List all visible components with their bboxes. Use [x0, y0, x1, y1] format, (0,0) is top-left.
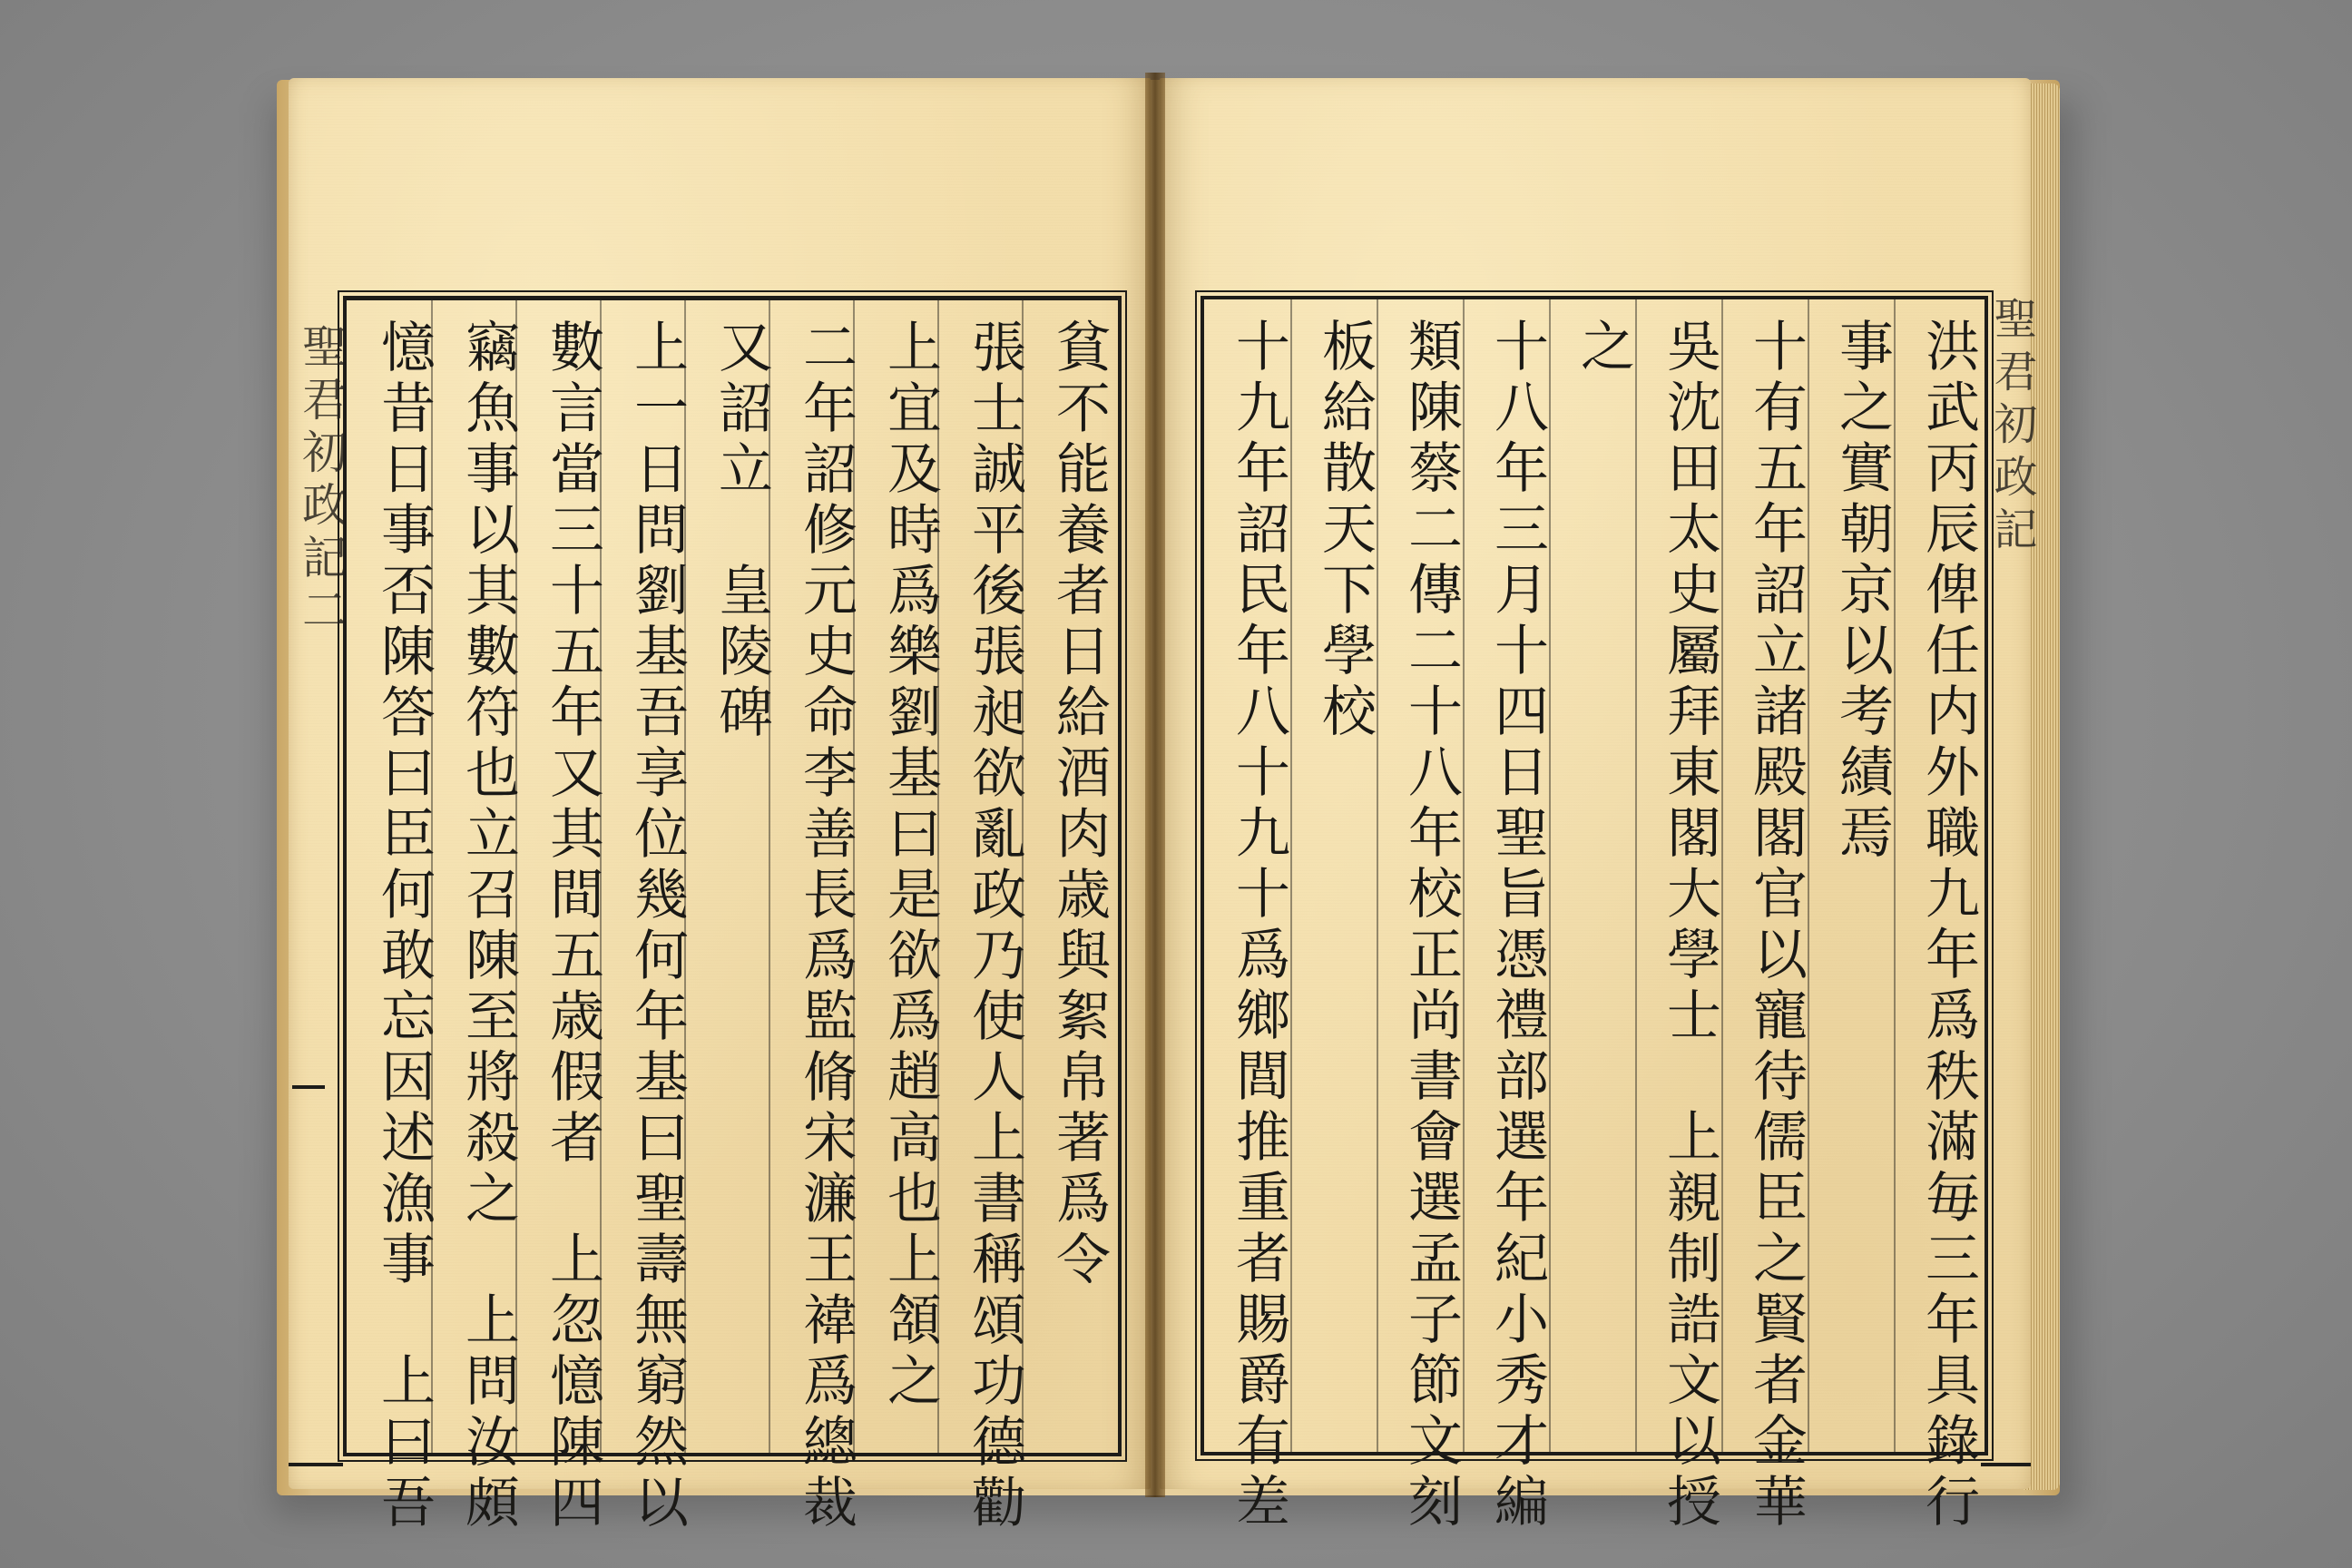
text-column: 竊魚事以其數符也立召陳至將殺之 上問汝頗 — [456, 318, 520, 1534]
book-gutter — [1145, 73, 1165, 1497]
bottom-rule — [1981, 1463, 2031, 1466]
text-column: 吳沈田太史屬拜東閣大學士 上親制誥文以授 — [1658, 318, 1721, 1534]
text-column: 二年詔修元史命李善長爲監脩宋濂王褘爲總裁 — [794, 318, 858, 1534]
text-column: 貧不能養者日給酒肉歳與絮帛著爲令 — [1047, 318, 1111, 1291]
fold-mark — [292, 1085, 325, 1089]
bottom-rule — [289, 1463, 343, 1466]
text-column: 十九年詔民年八十九十爲鄉閭推重者賜爵有差 — [1227, 318, 1290, 1534]
text-column: 之 — [1572, 318, 1635, 378]
right-page-text-frame — [1200, 296, 1988, 1534]
column-rule — [1377, 299, 1378, 1452]
column-rule — [1894, 299, 1896, 1452]
text-column: 十八年三月十四日聖旨憑禮部選年紀小秀才編 — [1485, 318, 1549, 1534]
text-column: 張士誠平後張昶欲亂政乃使人上書稱頌功德勸 — [963, 318, 1026, 1534]
left-page-text-frame — [343, 296, 1122, 1534]
text-column: 上一日問劉基吾享位幾何年基曰聖壽無窮然以 — [625, 318, 689, 1534]
text-column: 板給散天下學校 — [1313, 318, 1377, 743]
column-rule — [1721, 299, 1723, 1452]
left-page — [289, 78, 1151, 1534]
right-page — [1160, 78, 2037, 1534]
column-rule — [1635, 299, 1637, 1452]
text-column: 類陳蔡二傳二十八年校正尚書會選孟子節文刻 — [1399, 318, 1463, 1534]
column-rule — [1290, 299, 1292, 1452]
text-column: 事之實朝京以考績焉 — [1830, 318, 1894, 865]
column-rule — [1549, 299, 1551, 1452]
column-rule — [1463, 299, 1465, 1452]
text-column: 又詔立 皇陵碑 — [710, 318, 773, 744]
text-column: 十有五年詔立諸殿閣官以寵待儒臣之賢者金華 — [1744, 318, 1808, 1534]
right-page-margin-title: 聖君初政記 — [1986, 296, 2037, 559]
text-column: 上宜及時爲樂劉基曰是欲爲趙高也上頷之 — [878, 318, 942, 1413]
text-column: 數言當三十五年又其間五歳假者 上忽憶陳四 — [541, 318, 604, 1534]
column-rule — [1808, 299, 1809, 1452]
text-column: 憶昔日事否陳答曰臣何敢忘因述漁事 上曰吾 — [372, 318, 436, 1534]
left-page-margin-title: 聖君初政記二 — [295, 323, 348, 639]
text-column: 洪武丙辰俾任内外職九年爲秩滿毎三年具錄行 — [1916, 318, 1980, 1534]
